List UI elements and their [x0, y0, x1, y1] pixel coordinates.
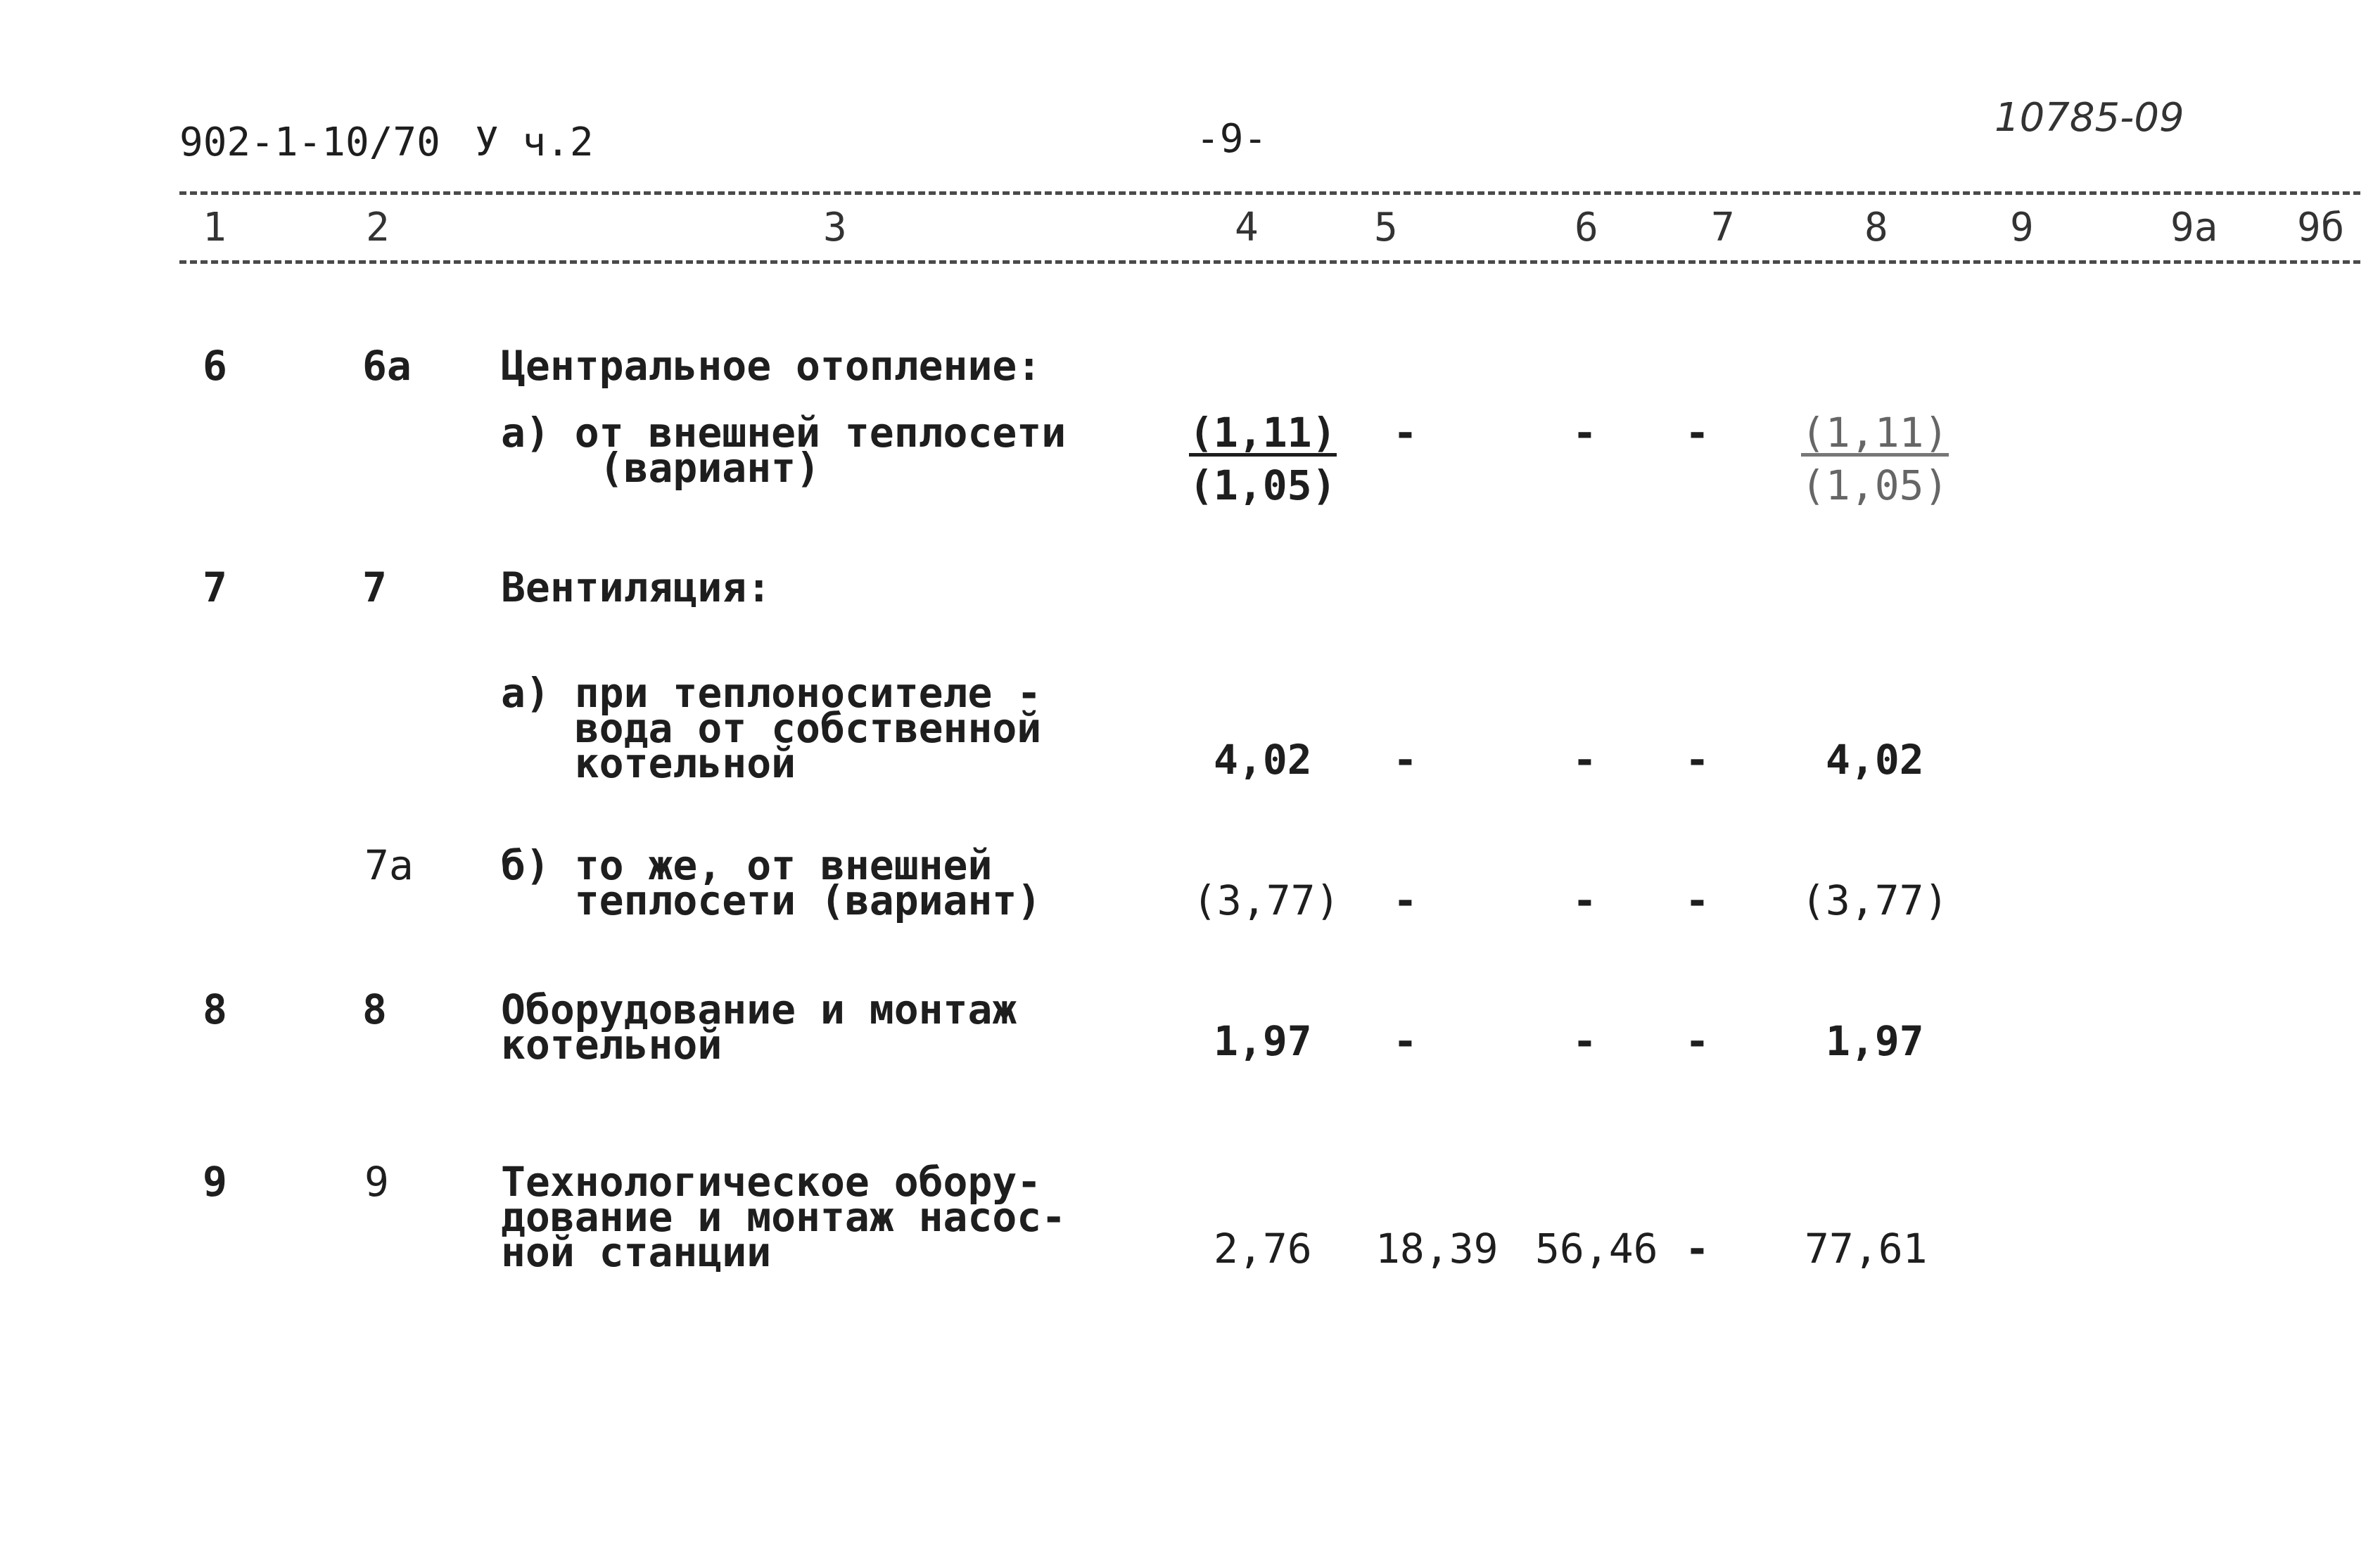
- value-col4: 1,97: [1214, 1017, 1312, 1065]
- item-description: (вариант): [501, 444, 820, 492]
- value-col4: 4,02: [1214, 736, 1312, 784]
- value-col8-bottom: (1,05): [1801, 461, 1949, 509]
- value-col7: -: [1685, 877, 1710, 924]
- column-number: 5: [1374, 205, 1398, 250]
- value-col5: -: [1393, 877, 1418, 924]
- header-top-rule: [179, 191, 2360, 195]
- column-number: 6: [1574, 205, 1598, 250]
- row-number: 7: [203, 563, 227, 611]
- value-col6: -: [1572, 877, 1597, 924]
- column-number: 9б: [2297, 205, 2345, 250]
- value-col8: 4,02: [1826, 736, 1924, 784]
- item-description: Оборудование и монтаж: [501, 986, 1017, 1033]
- section-title: Вентиляция:: [501, 563, 772, 611]
- column-number: 7: [1711, 205, 1735, 250]
- value-col4: (3,77): [1192, 877, 1340, 924]
- column-number: 3: [823, 205, 847, 250]
- header-bottom-rule: [179, 260, 2360, 264]
- row-code: 7: [362, 563, 387, 611]
- value-col4-top: (1,11): [1189, 409, 1337, 457]
- row-code: 8: [362, 986, 387, 1033]
- value-col7: -: [1685, 736, 1710, 784]
- column-number: 9а: [2170, 205, 2218, 250]
- value-col6: -: [1572, 1017, 1597, 1065]
- value-col6: 56,46: [1535, 1225, 1658, 1273]
- document-part: У ч.2: [475, 120, 594, 165]
- value-col8: 77,61: [1805, 1225, 1928, 1273]
- item-description: котельной: [501, 1021, 723, 1069]
- section-title: Центральное отопление:: [501, 342, 1042, 390]
- value-col4-bottom: (1,05): [1189, 461, 1337, 509]
- value-col5: -: [1393, 736, 1418, 784]
- column-number: 9: [2010, 205, 2034, 250]
- item-description: б) то же, от внешней: [501, 841, 993, 889]
- value-col8: 1,97: [1826, 1017, 1924, 1065]
- column-number: 4: [1235, 205, 1259, 250]
- row-number: 6: [203, 342, 227, 390]
- value-col8: (3,77): [1801, 877, 1949, 924]
- row-code: 7а: [364, 841, 414, 889]
- value-col7: -: [1685, 409, 1710, 457]
- row-code: 9: [364, 1158, 389, 1206]
- item-description: Технологическое обору-: [501, 1158, 1042, 1206]
- value-col5: 18,39: [1375, 1225, 1499, 1273]
- value-col7: -: [1685, 1017, 1710, 1065]
- column-number: 8: [1864, 205, 1888, 250]
- item-description: а) от внешней теплосети: [501, 409, 1067, 457]
- column-number: 1: [203, 205, 227, 250]
- value-col7: -: [1685, 1225, 1710, 1273]
- item-description: дование и монтаж насос-: [501, 1193, 1067, 1241]
- item-description: котельной: [501, 739, 796, 787]
- row-number: 9: [203, 1158, 227, 1206]
- page-number: -9-: [1196, 116, 1268, 162]
- value-col4: 2,76: [1214, 1225, 1312, 1273]
- value-col5: -: [1393, 1017, 1418, 1065]
- row-number: 8: [203, 986, 227, 1033]
- item-description: вода от собственной: [501, 704, 1042, 752]
- row-code: 6а: [362, 342, 412, 390]
- item-description: ной станции: [501, 1228, 772, 1276]
- column-number: 2: [366, 205, 390, 250]
- item-description: теплосети (вариант): [501, 877, 1042, 924]
- value-col5: -: [1393, 409, 1418, 457]
- item-description: а) при теплоносителе -: [501, 669, 1042, 717]
- document-code: 902-1-10/70: [179, 120, 440, 165]
- value-col6: -: [1572, 409, 1597, 457]
- value-col8-top: (1,11): [1801, 409, 1949, 457]
- archive-number: 10785-09: [1995, 95, 2184, 141]
- value-col6: -: [1572, 736, 1597, 784]
